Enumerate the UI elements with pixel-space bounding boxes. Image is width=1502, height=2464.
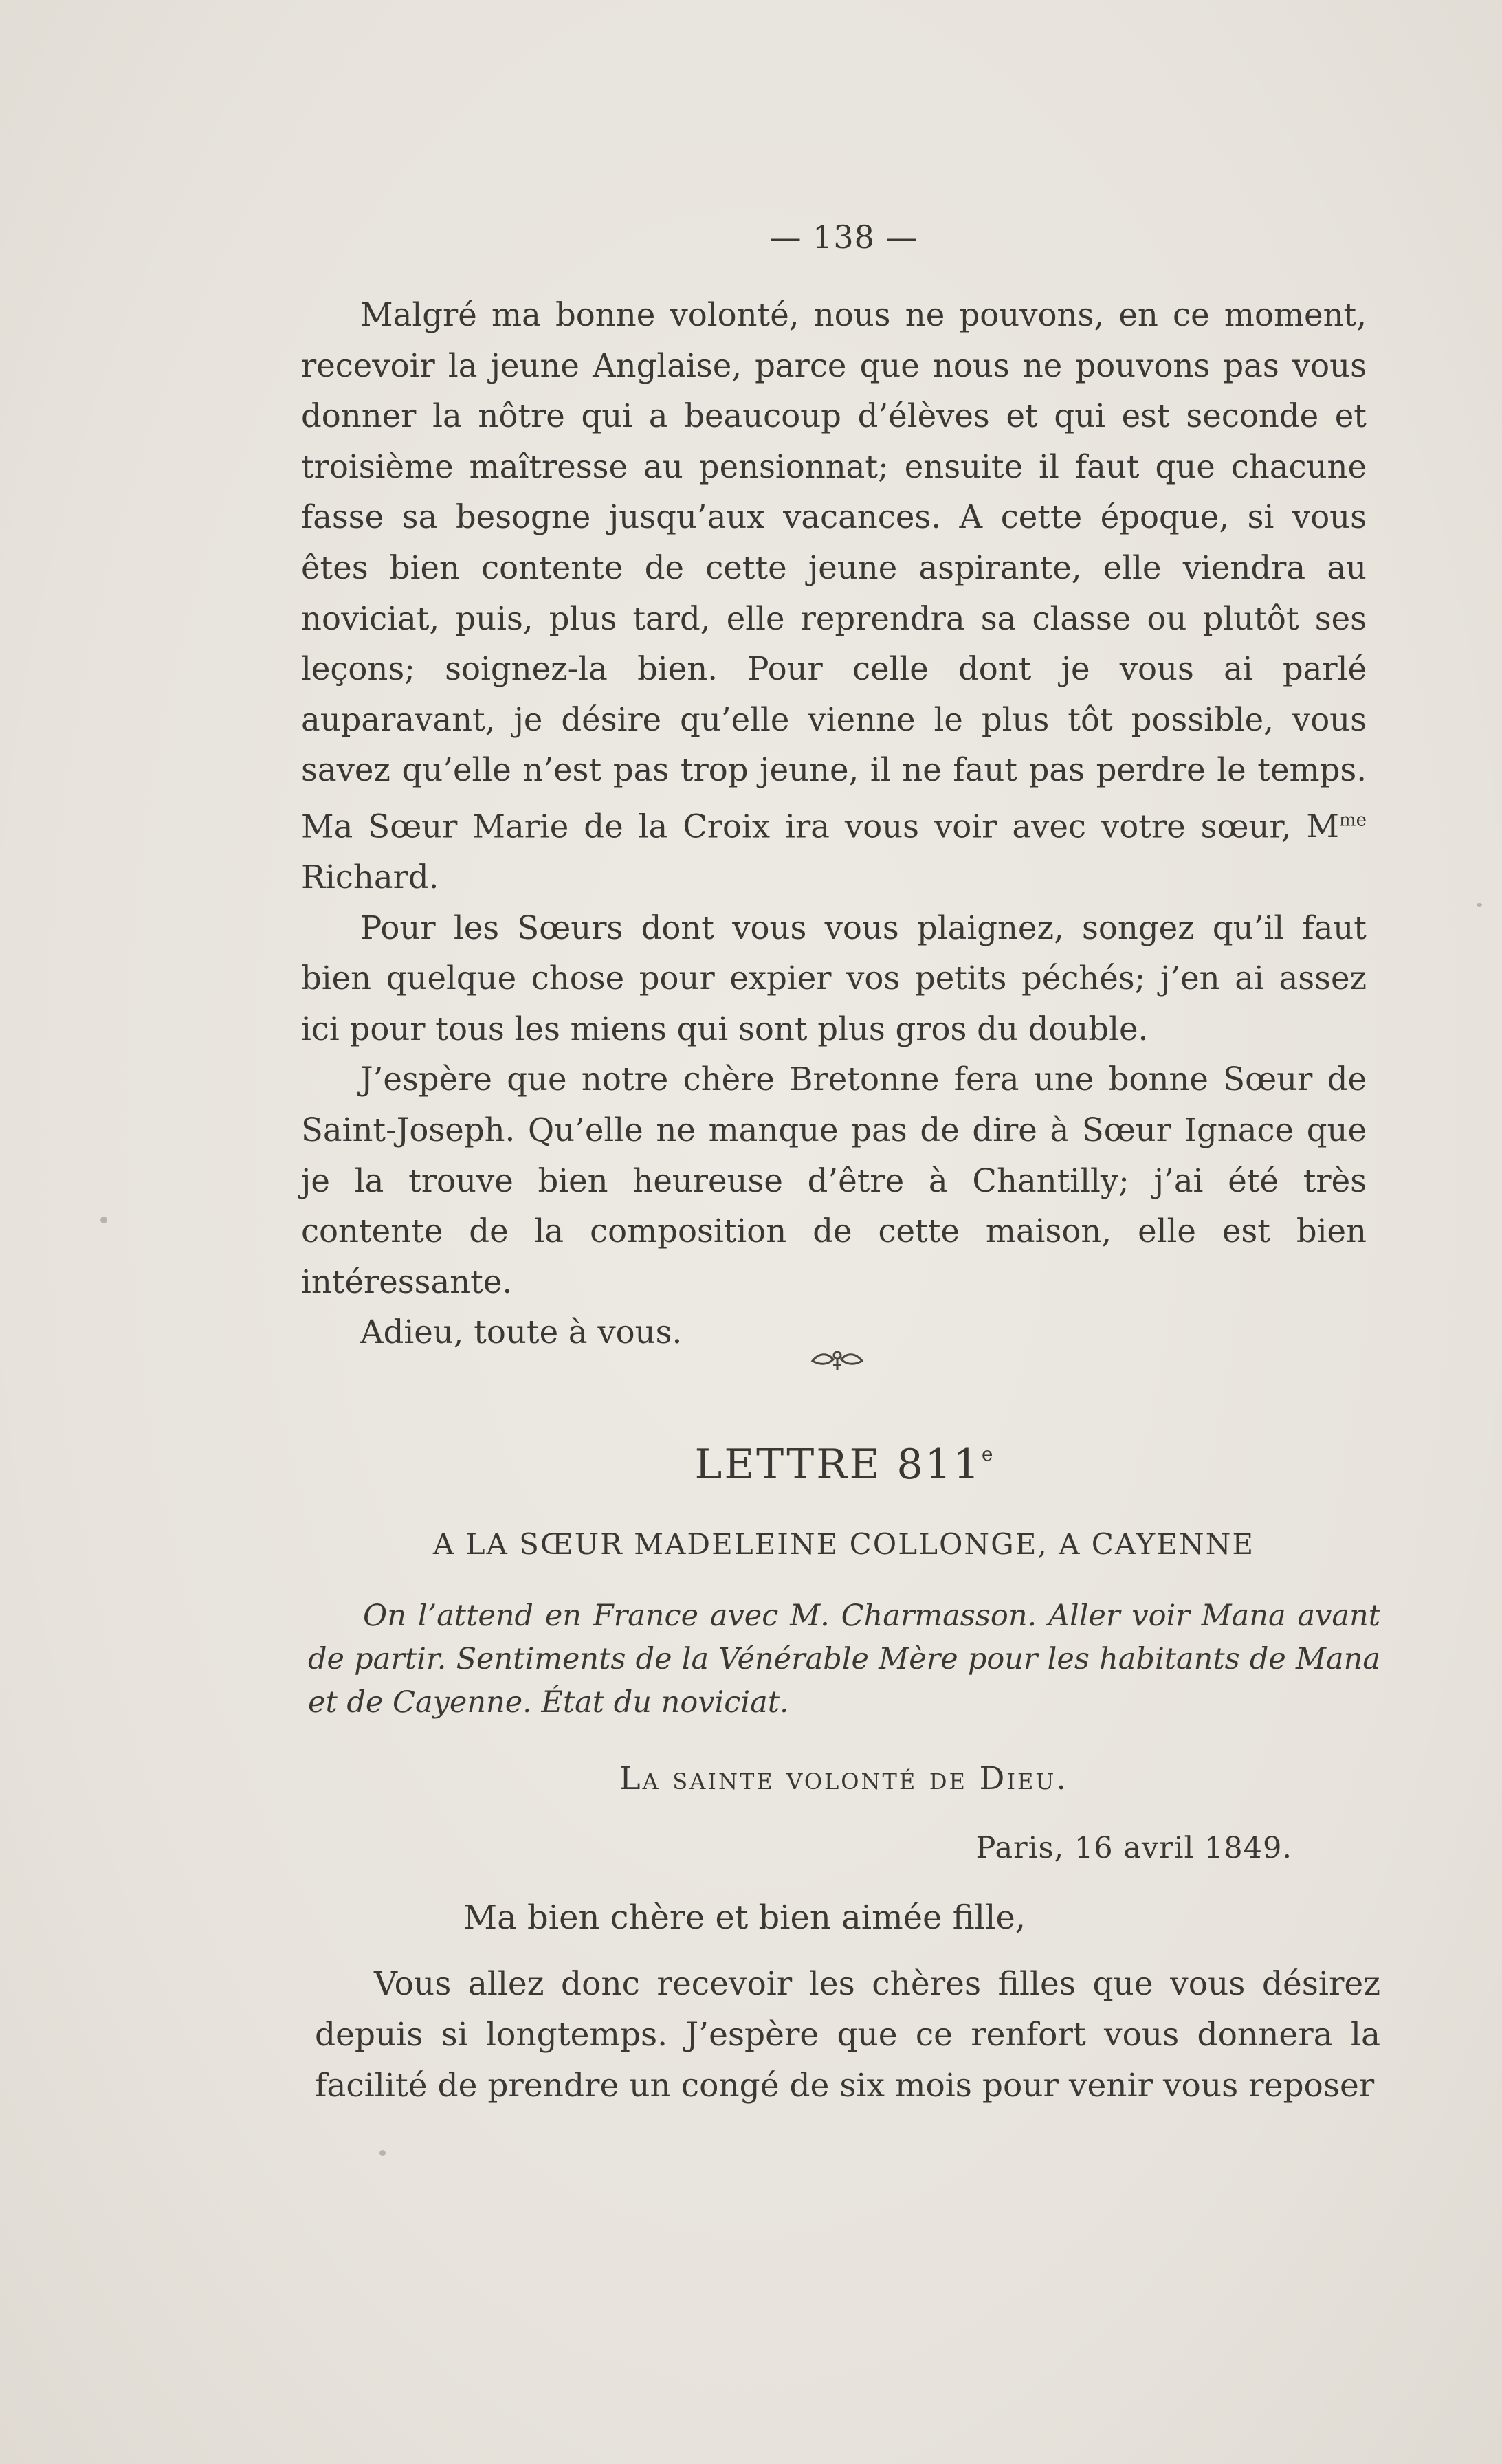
- closing-line: Adieu, toute à vous.: [360, 1313, 683, 1351]
- letter-summary: On l’attend en France avec M. Charmasson. Aller voir Mana avant de partir. Sentiments de la Vénérable Mère pour les habitants de Mana et de Cayenne. État du noviciat.: [308, 1599, 1380, 1720]
- letter-motto: La sainte volonté de Dieu.: [619, 1760, 1068, 1797]
- letter-body: [315, 1959, 1380, 2111]
- letter-recipient: A LA SŒUR MADELEINE COLLONGE, A CAYENNE: [432, 1527, 1255, 1561]
- letter-salutation: Ma bien chère et bien aimée fille,: [463, 1898, 1026, 1937]
- letter-title: LETTRE 811e: [694, 1441, 993, 1489]
- paragraph: Pour les Sœurs dont vous vous plaignez, songez qu’il faut bien quelque chose pour expier vos petits péchés; j’en ai assez ici pour tous les miens qui sont plus gros du double.: [301, 909, 1367, 1047]
- paper-speck: [1477, 903, 1482, 907]
- mme-abbreviation: $M^{me}$: [1306, 808, 1367, 845]
- paper-speck: [100, 1217, 107, 1223]
- fleuron-ornament-icon: [810, 1346, 865, 1373]
- paragraph: Malgré ma bonne volonté, nous ne pouvons, en ce moment, recevoir la jeune Anglaise, parce que nous ne pouvons pas vous donner la nôtre qui a beaucoup d’élèves et qui est seconde et troisième maîtresse au pensionnat; ensuite il faut que chacune fasse sa besogne jusqu’aux vacances. A cette époque, si vous êtes bien contente de cette jeune aspirante, elle viendra au noviciat, puis, plus tard, elle reprendra sa classe ou plutôt ses leçons; soignez-la bien. Pour celle dont je vous ai parlé auparavant, je désire qu’elle vienne le plus tôt possible, vous savez qu’elle n’est pas trop jeune, il ne faut pas perdre le temps. Ma Sœur Marie de la Croix ira vous voir avec votre sœur, $M^{me}$ Richard.: [301, 296, 1367, 896]
- paragraph: J’espère que notre chère Bretonne fera une bonne Sœur de Saint-Joseph. Qu’elle ne manque pas de dire à Sœur Ignace que je la trouve bien heureuse d’être à Chantilly; j’ai été très contente de la composition de cette maison, elle est bien intéressante.: [301, 1061, 1367, 1300]
- page-number: — 138 —: [769, 219, 918, 256]
- previous-letter-ending: [301, 290, 1367, 1358]
- letter-dateline: Paris, 16 avril 1849.: [975, 1831, 1292, 1865]
- paper-speck: [379, 2150, 386, 2156]
- paragraph: Vous allez donc recevoir les chères filles que vous désirez depuis si longtemps. J’espère que ce renfort vous donnera la facilité de prendre un congé de six mois pour venir vous reposer: [315, 1965, 1380, 2105]
